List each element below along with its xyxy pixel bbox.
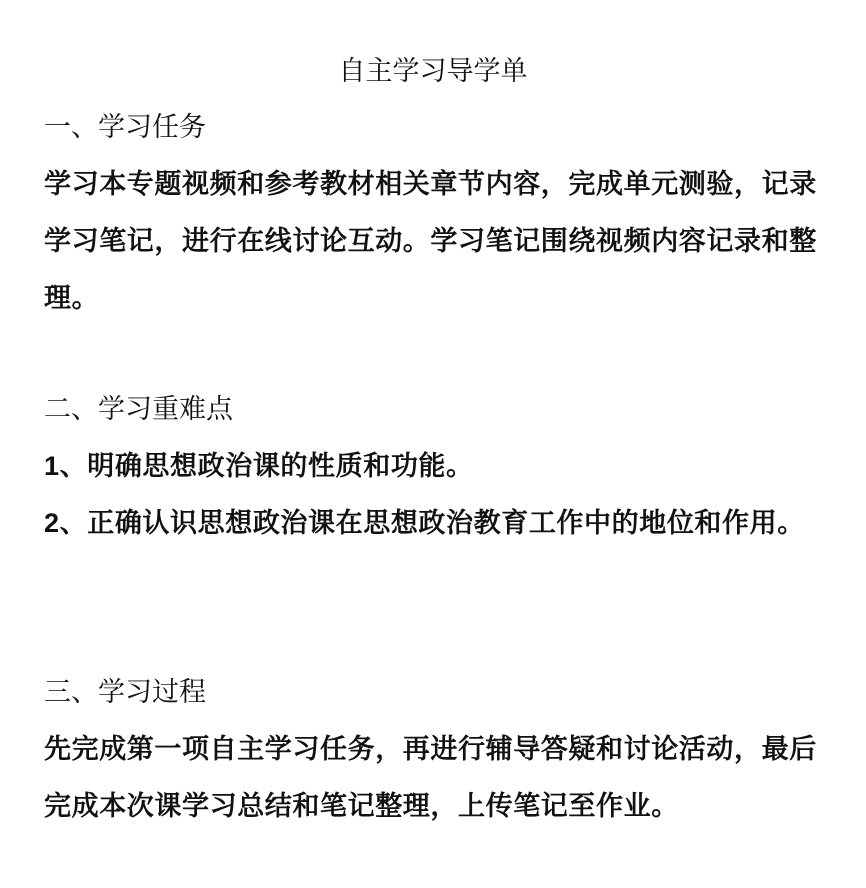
section-heading: 三、学习过程 <box>44 677 206 708</box>
section-body: 先完成第一项自主学习任务，再进行辅导答疑和讨论活动，最后完成本次课学习总结和笔记整理，上传笔记至作业。 <box>44 734 817 822</box>
section-body: 学习本专题视频和参考教材相关章节内容，完成单元测验，记录学习笔记，进行在线讨论互动。学习笔记围绕视频内容记录和整理。 <box>44 169 817 314</box>
list-item-number: 2 <box>44 508 60 538</box>
section-heading: 二、学习重难点 <box>44 394 233 425</box>
section-learning-process <box>44 673 826 835</box>
list-item-number: 1 <box>44 451 60 481</box>
document-title: 自主学习导学单 <box>338 56 528 87</box>
list-item-text: 、明确思想政治课的性质和功能。 <box>59 451 474 482</box>
list-item-text: 、正确认识思想政治课在思想政治教育工作中的地位和作用。 <box>59 508 805 539</box>
section-heading: 一、学习任务 <box>44 112 206 143</box>
list-item <box>44 495 826 552</box>
section-learning-task <box>44 108 826 327</box>
list-item <box>44 438 826 495</box>
key-points-list <box>44 438 826 552</box>
section-key-points <box>44 390 826 552</box>
